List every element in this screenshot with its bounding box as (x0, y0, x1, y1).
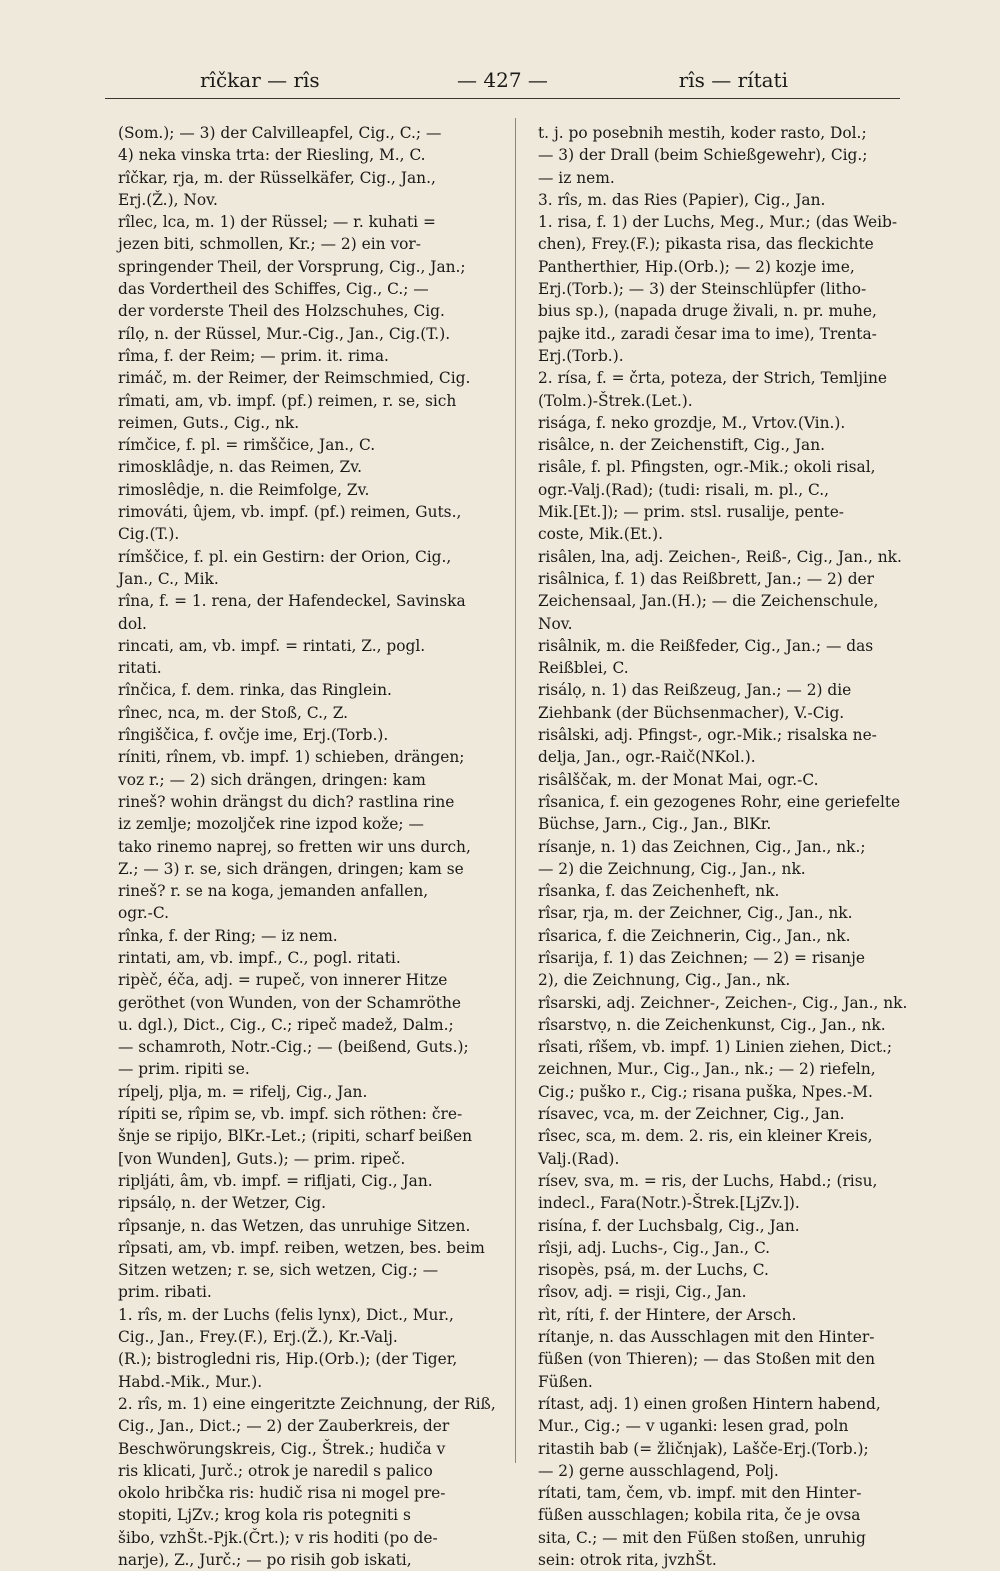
entry-line: rísev, sva, m. = ris, der Luchs, Habd.; (risu, (538, 1171, 878, 1190)
entry-line: delja, Jan., ogr.-Raič(NKol.). (538, 748, 756, 767)
entry-line: 2. rîs, m. 1) eine eingeritzte Zeichnung, der Riß, (118, 1394, 496, 1413)
entry-line: Cig.(T.). (118, 525, 180, 544)
entry-line: springender Theil, der Vorsprung, Cig., Jan.; (118, 257, 466, 276)
entry-line: rîsov, adj. = risji, Cig., Jan. (538, 1283, 747, 1302)
entry-line: — iz nem. (538, 168, 615, 187)
entry-line: rísavec, vca, m. der Zeichner, Cig., Jan. (538, 1105, 845, 1124)
entry-line: stopiti, LjZv.; krog kola ris potegniti s (118, 1506, 411, 1525)
entry-line: rîsanka, f. das Zeichenheft, nk. (538, 882, 780, 901)
entry-line: ritastih bab (= žličnjak), Lašče-Erj.(Torb.); (538, 1439, 869, 1458)
entry-line: rînec, nca, m. der Stoß, C., Z. (118, 703, 349, 722)
entry-line: (Som.); — 3) der Calvilleapfel, Cig., C.; — (118, 124, 442, 142)
entry-line: füßen (von Thieren); — das Stoßen mit den (538, 1350, 875, 1369)
entry-line: 4) neka vinska trta: der Riesling, M., C. (118, 146, 426, 165)
entry-line: Büchse, Jarn., Cig., Jan., BlKr. (538, 815, 772, 834)
entry-line: rîčkar, rja, m. der Rüsselkäfer, Cig., Jan., (118, 168, 436, 187)
entry-line: ogr.-C. (118, 904, 169, 923)
entry-line: risâlce, n. der Zeichenstift, Cig., Jan. (538, 436, 826, 455)
entry-line: sita, C.; — mit den Füßen stoßen, unruhig (538, 1528, 866, 1547)
entry-line: prim. ribati. (118, 1283, 212, 1302)
entry-line: — prim. ripiti se. (118, 1060, 250, 1079)
entry-line: pajke itd., zaradi česar ima to ime), Trenta- (538, 324, 877, 343)
entry-line: das Vordertheil des Schiffes, Cig., C.; — (118, 280, 429, 299)
header-rule (105, 98, 900, 99)
header-right-guideword: rîs — rítati (678, 68, 788, 92)
entry-line: Mur., Cig.; — v uganki: lesen grad, poln (538, 1417, 849, 1436)
entry-line: rítanje, n. das Ausschlagen mit den Hinter- (538, 1328, 875, 1347)
entry-line: ritati. (118, 659, 162, 678)
entry-line: narje), Z., Jurč.; — po risih gob iskati, (118, 1551, 412, 1569)
entry-line: Füßen. (538, 1372, 593, 1391)
entry-line: ris klicati, Jurč.; otrok je naredil s palico (118, 1461, 433, 1480)
header-left-guideword: rîčkar — rîs (200, 68, 320, 92)
entry-line: Z.; — 3) r. se, sich drängen, dringen; kam se (118, 859, 464, 878)
entry-line: rílọ, n. der Rüssel, Mur.-Cig., Jan., Cig.(T.). (118, 324, 451, 343)
entry-line: rîsarstvọ, n. die Zeichenkunst, Cig., Jan., nk. (538, 1015, 886, 1034)
right-column (538, 122, 930, 1571)
entry-line: rîlec, lca, m. 1) der Rüssel; — r. kuhati = (118, 213, 436, 232)
entry-line: rímčice, f. pl. = rimščice, Jan., C. (118, 436, 376, 455)
entry-line: rípelj, plja, m. = rifelj, Cig., Jan. (118, 1082, 368, 1101)
entry-line: Erj.(Torb.). (538, 346, 624, 365)
entry-line: rintati, am, vb. impf., C., pogl. ritati. (118, 948, 401, 967)
page-number: — 427 — (457, 68, 548, 92)
entry-line: risâlen, lna, adj. Zeichen-, Reiß-, Cig., Jan., nk. (538, 547, 902, 566)
entry-line: rîsarija, f. 1) das Zeichnen; — 2) = risanje (538, 948, 865, 967)
entry-line: voz r.; — 2) sich drängen, dringen: kam (118, 770, 426, 789)
entry-line: risopès, psá, m. der Luchs, C. (538, 1261, 769, 1280)
entry-line: Sitzen wetzen; r. se, sich wetzen, Cig.; — (118, 1261, 439, 1280)
entry-line: Habd.-Mik., Mur.). (118, 1372, 263, 1391)
entry-line: sein: otrok rita, jvzhŠt. (538, 1551, 717, 1569)
entry-line: Cig.; puško r., Cig.; risana puška, Npes.-M. (538, 1082, 873, 1101)
entry-line: okolo hribčka ris: hudič risa ni mogel pre- (118, 1484, 446, 1503)
entry-line: rimováti, ûjem, vb. impf. (pf.) reimen, Guts., (118, 503, 462, 522)
entry-line: Pantherthier, Hip.(Orb.); — 2) kozje ime, (538, 257, 855, 276)
entry-line: geröthet (von Wunden, von der Schamröthe (118, 993, 461, 1012)
entry-line: jezen biti, schmollen, Kr.; — 2) ein vor- (118, 235, 421, 254)
entry-line: rîmati, am, vb. impf. (pf.) reimen, r. se, sich (118, 391, 457, 410)
entry-line: 2), die Zeichnung, Cig., Jan., nk. (538, 971, 791, 990)
entry-line: rincati, am, vb. impf. = rintati, Z., pogl. (118, 636, 426, 655)
entry-line: rimoslêdje, n. die Reimfolge, Zv. (118, 480, 370, 499)
entry-line: rîngiščica, f. ovčje ime, Erj.(Torb.). (118, 726, 389, 745)
entry-line: Jan., C., Mik. (118, 569, 219, 588)
entry-line: rimáč, m. der Reimer, der Reimschmied, Cig. (118, 369, 471, 388)
entry-line: ripèč, éča, adj. = rupeč, von innerer Hitze (118, 971, 448, 990)
entry-line: Ziehbank (der Büchsenmacher), V.-Cig. (538, 703, 845, 722)
entry-line: ripsálọ, n. der Wetzer, Cig. (118, 1194, 327, 1213)
entry-line: 2. rísa, f. = črta, poteza, der Strich, Temljine (538, 369, 887, 388)
entry-line: (Tolm.)-Štrek.(Let.). (538, 391, 693, 410)
entry-line: rítati, tam, čem, vb. impf. mit den Hinter- (538, 1484, 862, 1503)
entry-line: 1. risa, f. 1) der Luchs, Meg., Mur.; (das Weib- (538, 213, 898, 232)
entry-line: Cig., Jan., Frey.(F.), Erj.(Ž.), Kr.-Valj. (118, 1328, 398, 1347)
entry-line: risâle, f. pl. Pfingsten, ogr.-Mik.; okoli risal, (538, 458, 876, 477)
entry-line: — schamroth, Notr.-Cig.; — (beißend, Guts.); (118, 1038, 469, 1057)
entry-line: rítast, adj. 1) einen großen Hintern habend, (538, 1394, 881, 1413)
entry-line: risága, f. neko grozdje, M., Vrtov.(Vin.). (538, 413, 846, 432)
entry-line: Nov. (538, 614, 573, 633)
entry-line: bius sp.), (napada druge živali, n. pr. muhe, (538, 302, 877, 321)
left-column (118, 122, 510, 1571)
entry-line: indecl., Fara(Notr.)-Štrek.[LjZv.]). (538, 1194, 800, 1213)
entry-line: tako rinemo naprej, so fretten wir uns durch, (118, 837, 471, 856)
entry-line: rísanje, n. 1) das Zeichnen, Cig., Jan., nk.; (538, 837, 866, 856)
entry-line: Mik.[Et.]); — prim. stsl. rusalije, pente- (538, 503, 845, 522)
entry-line: rîsji, adj. Luchs-, Cig., Jan., C. (538, 1238, 771, 1257)
entry-line: rineš? wohin drängst du dich? rastlina rine (118, 792, 455, 811)
entry-line: [von Wunden], Guts.); — prim. ripeč. (118, 1149, 406, 1168)
entry-line: Reißblei, C. (538, 659, 629, 678)
entry-line: rîsec, sca, m. dem. 2. ris, ein kleiner Kreis, (538, 1127, 873, 1146)
entry-line: rîpsanje, n. das Wetzen, das unruhige Sitzen. (118, 1216, 471, 1235)
entry-line: risâlski, adj. Pfingst-, ogr.-Mik.; risalska ne- (538, 726, 877, 745)
entry-line: rineš? r. se na koga, jemanden anfallen, (118, 882, 429, 901)
entry-line: rînka, f. der Ring; — iz nem. (118, 926, 338, 945)
entry-line: iz zemlje; mozoljček rine izpod kože; — (118, 815, 424, 834)
entry-line: der vorderste Theil des Holzschuhes, Cig. (118, 302, 445, 321)
entry-line: — 2) gerne ausschlagend, Polj. (538, 1461, 779, 1480)
entry-line: (R.); bistrogledni ris, Hip.(Orb.); (der Tiger, (118, 1350, 458, 1369)
entry-line: rîna, f. = 1. rena, der Hafendeckel, Savinska (118, 592, 466, 611)
entry-line: rímščice, f. pl. ein Gestirn: der Orion, Cig., (118, 547, 452, 566)
entry-line: füßen ausschlagen; kobila rita, če je ovsa (538, 1506, 861, 1525)
entry-line: rípiti se, rîpim se, vb. impf. sich röthen: čre- (118, 1105, 463, 1124)
entry-line: Erj.(Torb.); — 3) der Steinschlüpfer (litho- (538, 280, 867, 299)
entry-line: rìt, ríti, f. der Hintere, der Arsch. (538, 1305, 797, 1324)
entry-line: rîsarica, f. die Zeichnerin, Cig., Jan., nk. (538, 926, 851, 945)
entry-line: risína, f. der Luchsbalg, Cig., Jan. (538, 1216, 800, 1235)
entry-line: rîsati, rîšem, vb. impf. 1) Linien ziehen, Dict.; (538, 1038, 893, 1057)
entry-line: Erj.(Ž.), Nov. (118, 190, 218, 209)
entry-line: rîpsati, am, vb. impf. reiben, wetzen, bes. beim (118, 1238, 485, 1257)
entry-line: rînčica, f. dem. rinka, das Ringlein. (118, 681, 392, 700)
entry-line: ripljáti, âm, vb. impf. = rifljati, Cig., Jan. (118, 1171, 433, 1190)
entry-line: rimosklâdje, n. das Reimen, Zv. (118, 458, 362, 477)
entry-line: chen), Frey.(F.); pikasta risa, das fleckichte (538, 235, 874, 254)
entry-line: reimen, Guts., Cig., nk. (118, 413, 300, 432)
entry-line: Valj.(Rad). (538, 1149, 620, 1168)
entry-line: Beschwörungskreis, Cig., Štrek.; hudiča v (118, 1439, 446, 1458)
entry-line: Zeichensaal, Jan.(H.); — die Zeichenschule, (538, 592, 879, 611)
entry-line: — 3) der Drall (beim Schießgewehr), Cig.; (538, 146, 868, 165)
entry-line: ogr.-Valj.(Rad); (tudi: risali, m. pl., C., (538, 480, 830, 499)
entry-line: u. dgl.), Dict., Cig., C.; ripeč madež, Dalm.; (118, 1015, 454, 1034)
entry-line: dol. (118, 614, 147, 633)
entry-line: rîsarski, adj. Zeichner-, Zeichen-, Cig., Jan., nk. (538, 993, 908, 1012)
entry-line: 1. rîs, m. der Luchs (felis lynx), Dict., Mur., (118, 1305, 454, 1324)
entry-line: šibo, vzhŠt.-Pjk.(Črt.); v ris hoditi (po de- (118, 1528, 438, 1547)
entry-line: rîsanica, f. ein gezogenes Rohr, eine geriefelte (538, 792, 901, 811)
entry-line: zeichnen, Mur., Cig., Jan., nk.; — 2) riefeln, (538, 1060, 876, 1079)
column-divider (515, 118, 516, 1463)
entry-line: Cig., Jan., Dict.; — 2) der Zauberkreis, der (118, 1417, 450, 1436)
entry-line: risâlnik, m. die Reißfeder, Cig., Jan.; — das (538, 636, 874, 655)
entry-line: ríniti, rînem, vb. impf. 1) schieben, drängen; (118, 748, 465, 767)
entry-line: coste, Mik.(Et.). (538, 525, 663, 544)
entry-line: risâlščak, m. der Monat Mai, ogr.-C. (538, 770, 819, 789)
entry-line: risâlnica, f. 1) das Reißbrett, Jan.; — 2) der (538, 569, 875, 588)
entry-line: t. j. po posebnih mestih, koder rasto, Dol.; (538, 124, 867, 142)
entry-line: 3. rîs, m. das Ries (Papier), Cig., Jan. (538, 190, 826, 209)
entry-line: rîma, f. der Reim; — prim. it. rima. (118, 346, 389, 365)
entry-line: rîsar, rja, m. der Zeichner, Cig., Jan., nk. (538, 904, 853, 923)
entry-line: — 2) die Zeichnung, Cig., Jan., nk. (538, 859, 806, 878)
entry-line: risálọ, n. 1) das Reißzeug, Jan.; — 2) die (538, 681, 852, 700)
entry-line: šnje se ripijo, BlKr.-Let.; (ripiti, scharf beißen (118, 1127, 473, 1146)
